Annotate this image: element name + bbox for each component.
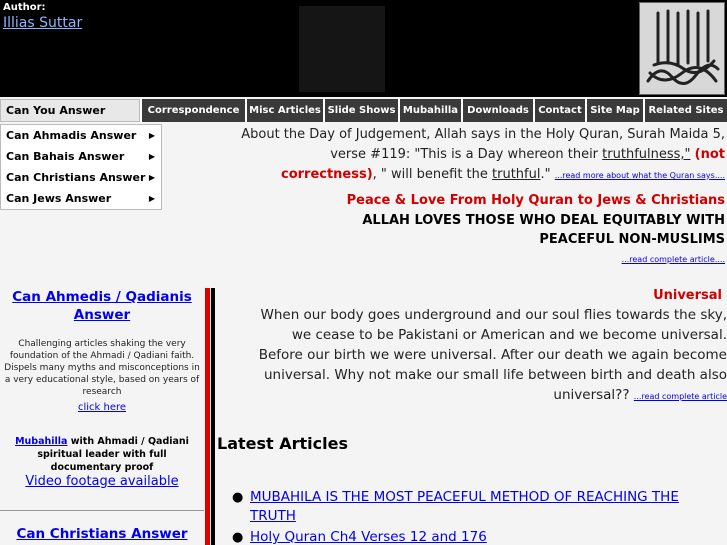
author-label: Author: xyxy=(3,2,46,13)
divider-black xyxy=(211,288,215,545)
article-link[interactable]: MUBAHILA IS THE MOST PEACEFUL METHOD OF REACHING THE TRUTH xyxy=(250,489,679,524)
mubahilla-link[interactable]: Mubahilla xyxy=(15,436,68,447)
read-article-link-universal[interactable]: ...read complete article xyxy=(633,392,727,401)
latest-articles-heading: Latest Articles xyxy=(217,434,348,453)
universal-text: When our body goes underground and our soul flies towards the sky, we cease to be Pakistani or American and we become universal. Before our birth we were universal. After our death we again become universal. Why not make our small life between birth and death also universal?? xyxy=(258,307,727,403)
not-correctness-text: (not correctness) xyxy=(280,147,725,182)
nav-slide-shows[interactable]: Slide Shows xyxy=(323,99,398,122)
dropdown-item-label: Can Bahais Answer xyxy=(6,150,125,163)
main-nav xyxy=(0,99,727,122)
mubahilla-blurb xyxy=(4,435,200,474)
can-ahmedis-answer-link[interactable]: Can Ahmedis / Qadianis Answer xyxy=(12,289,192,323)
click-here-link[interactable]: click here xyxy=(77,402,127,413)
universal-title: Universal xyxy=(653,288,722,303)
latest-articles-list xyxy=(232,488,722,545)
chevron-right-icon: ▶ xyxy=(148,131,155,140)
can-you-answer-dropdown xyxy=(0,124,162,210)
nav-contact[interactable]: Contact xyxy=(533,99,585,122)
calligraphy-logo[interactable] xyxy=(639,2,725,95)
dropdown-item-label: Can Christians Answer xyxy=(6,171,146,184)
chevron-right-icon: ▶ xyxy=(148,152,155,161)
truthful-word: truthful xyxy=(492,167,541,182)
judgement-text: About the Day of Judgement, Allah says in the Holy Quran, Surah Maida 5, verse #119: "This is a Day whereon their xyxy=(241,127,725,162)
nav-mubahilla[interactable]: Mubahilla xyxy=(398,99,461,122)
can-christians-answer-link[interactable]: Can Christians Answer xyxy=(16,526,188,542)
mubahilla-text: with Ahmadi / Qadiani spiritual leader with full documentary proof xyxy=(37,436,189,473)
nav-misc-articles[interactable]: Misc Articles xyxy=(245,99,323,122)
peace-love-title: Peace & Love From Holy Quran to Jews & Christians xyxy=(346,193,725,208)
sidebar-divider xyxy=(0,510,204,511)
universal-body xyxy=(255,305,727,407)
truthfulness-word: truthfulness," xyxy=(602,147,691,162)
list-item xyxy=(232,488,722,526)
peace-love-body: ALLAH LOVES THOSE WHO DEAL EQUITABLY WITH PEACEFUL NON-MUSLIMS xyxy=(362,213,725,247)
dropdown-item-bahais[interactable] xyxy=(1,146,161,167)
dropdown-item-label: Can Jews Answer xyxy=(6,192,112,205)
judgement-text-2: , " will benefit the xyxy=(372,167,493,182)
ahmedis-description: Challenging articles shaking the very foundation of the Ahmadi / Qadiani faith. Dispels many myths and misconceptions in a very educational style, based on years of research xyxy=(4,339,200,397)
dropdown-item-ahmadis[interactable] xyxy=(1,125,161,146)
chevron-right-icon: ▶ xyxy=(148,173,155,182)
header-image xyxy=(299,6,385,92)
judgement-text-3: ." xyxy=(540,167,555,182)
bullet-icon: ● xyxy=(232,530,244,545)
article-link[interactable]: Holy Quran Ch4 Verses 12 and 176 xyxy=(250,529,487,545)
nav-downloads[interactable]: Downloads xyxy=(461,99,533,122)
nav-related-sites[interactable]: Related Sites xyxy=(643,99,727,122)
dropdown-item-jews[interactable] xyxy=(1,188,161,209)
chevron-right-icon: ▶ xyxy=(148,194,155,203)
site-header xyxy=(0,0,727,97)
read-article-link-peace[interactable]: ...read complete article.... xyxy=(621,255,725,264)
dropdown-item-label: Can Ahmadis Answer xyxy=(6,129,137,142)
video-footage-link[interactable]: Video footage available xyxy=(25,474,179,489)
nav-can-you-answer[interactable]: Can You Answer xyxy=(0,99,140,122)
list-item xyxy=(232,528,722,545)
judgement-quote xyxy=(240,125,725,186)
nav-site-map[interactable]: Site Map xyxy=(585,99,643,122)
divider-red xyxy=(205,288,210,545)
bullet-icon: ● xyxy=(232,490,244,505)
left-sidebar xyxy=(0,288,204,545)
read-more-quran-link[interactable]: ...read more about what the Quran says.... xyxy=(554,171,725,180)
nav-correspondence[interactable]: Correspondence xyxy=(140,99,245,122)
dropdown-item-christians[interactable] xyxy=(1,167,161,188)
author-name-link[interactable]: Illias Suttar xyxy=(3,15,83,31)
